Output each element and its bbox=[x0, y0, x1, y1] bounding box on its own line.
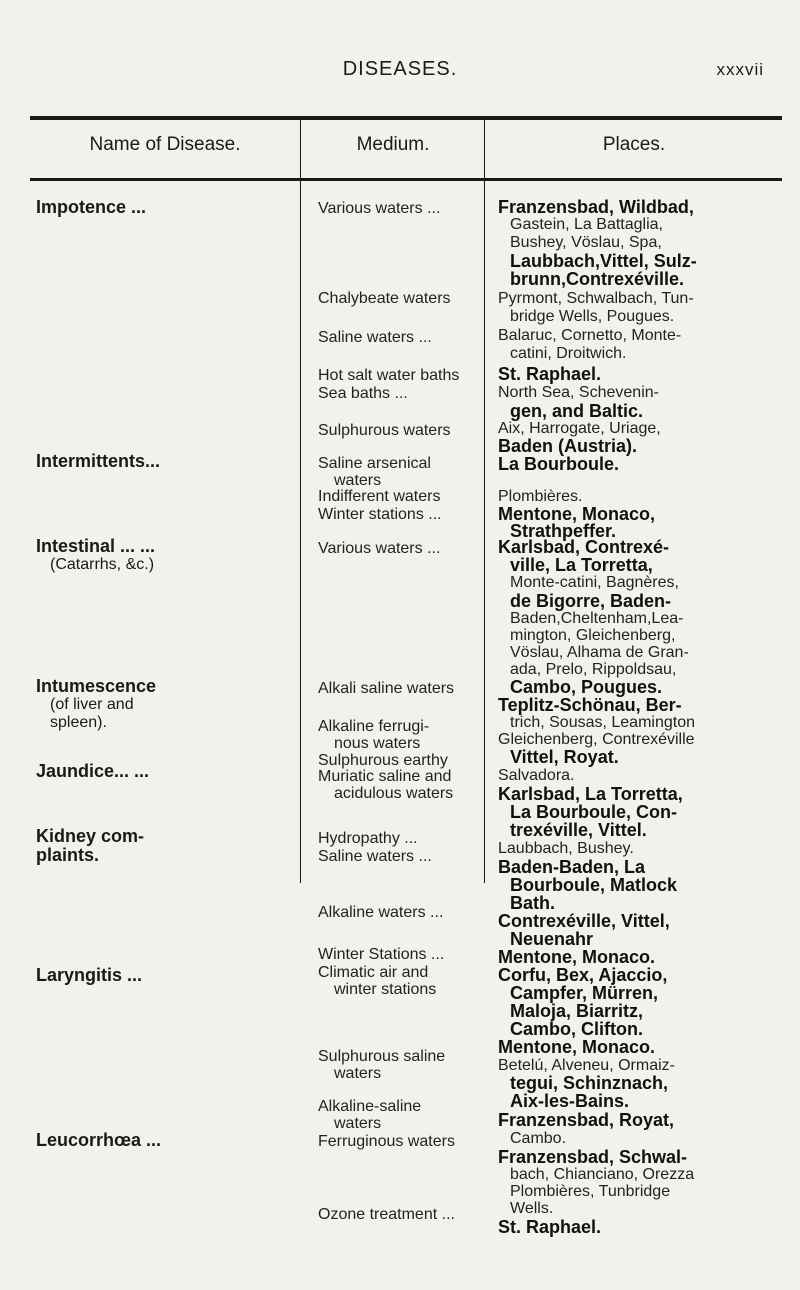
places-entry: de Bigorre, Baden- bbox=[510, 591, 672, 611]
places-entry: Gastein, La Battaglia, bbox=[510, 216, 663, 233]
places-entry: Aix-les-Bains. bbox=[510, 1091, 630, 1111]
disease-intumescence-note: (of liver and bbox=[50, 696, 134, 713]
medium-entry: Sulphurous saline bbox=[318, 1048, 446, 1065]
disease-intumescence: Intumescence bbox=[36, 676, 157, 696]
medium-entry: winter stations bbox=[334, 981, 437, 998]
medium-entry: Chalybeate waters bbox=[318, 290, 451, 307]
places-entry: La Bourboule, Con- bbox=[510, 802, 677, 822]
disease-jaundice: Jaundice... ... bbox=[36, 761, 150, 781]
places-entry: Cambo, Clifton. bbox=[510, 1019, 643, 1039]
medium-entry: Saline waters ... bbox=[318, 329, 432, 346]
places-entry: Bushey, Vöslau, Spa, bbox=[510, 234, 662, 251]
places-entry: Vittel, Royat. bbox=[510, 747, 619, 767]
medium-entry: Hydropathy ... bbox=[318, 830, 418, 847]
places-entry: Cambo. bbox=[510, 1130, 567, 1147]
medium-entry: Indifferent waters bbox=[318, 488, 441, 505]
places-entry: Mentone, Monaco. bbox=[498, 947, 655, 967]
places-entry: catini, Droitwich. bbox=[510, 345, 627, 362]
disease-intermittents: Intermittents... bbox=[36, 451, 161, 471]
places-entry: trexéville, Vittel. bbox=[510, 820, 647, 840]
places-entry: Bath. bbox=[510, 893, 555, 913]
medium-entry: Saline waters ... bbox=[318, 848, 432, 865]
places-entry: Gleichenberg, Contrexéville bbox=[498, 731, 695, 748]
medium-entry: Sea baths ... bbox=[318, 385, 408, 402]
page-header-title: DISEASES. bbox=[342, 58, 458, 80]
column-divider-1 bbox=[300, 118, 301, 883]
medium-entry: Ozone treatment ... bbox=[318, 1206, 455, 1223]
disease-kidney-complaints: plaints. bbox=[36, 845, 100, 865]
places-entry: trich, Sousas, Leamington bbox=[510, 714, 695, 731]
places-entry: Campfer, Mürren, bbox=[510, 983, 659, 1003]
places-entry: North Sea, Schevenin- bbox=[498, 384, 659, 401]
places-entry: Betelú, Alveneu, Ormaiz- bbox=[498, 1057, 675, 1074]
places-entry: Strathpeffer. bbox=[510, 521, 617, 541]
places-entry: Laubbach, Bushey. bbox=[498, 840, 634, 857]
places-entry: Monte-catini, Bagnères, bbox=[510, 574, 679, 591]
places-entry: Pyrmont, Schwalbach, Tun- bbox=[498, 290, 694, 307]
page-number: xxxvii bbox=[716, 60, 764, 79]
medium-entry: Alkaline waters ... bbox=[318, 904, 444, 921]
places-entry: Franzensbad, Wildbad, bbox=[498, 197, 694, 217]
places-entry: Maloja, Biarritz, bbox=[510, 1001, 644, 1021]
places-entry: Vöslau, Alhama de Gran- bbox=[510, 644, 689, 661]
column-divider-2 bbox=[484, 118, 485, 883]
column-header-disease: Name of Disease. bbox=[89, 134, 241, 155]
places-entry: Corfu, Bex, Ajaccio, bbox=[498, 965, 668, 985]
places-entry: Contrexéville, Vittel, bbox=[498, 911, 670, 931]
column-header-medium: Medium. bbox=[356, 134, 430, 155]
places-entry: Plombières. bbox=[498, 488, 583, 505]
medium-entry: Various waters ... bbox=[318, 540, 441, 557]
medium-entry: Saline arsenical bbox=[318, 455, 431, 472]
places-entry: tegui, Schinznach, bbox=[510, 1073, 669, 1093]
places-entry: gen, and Baltic. bbox=[510, 401, 644, 421]
medium-entry: Muriatic saline and bbox=[318, 768, 452, 785]
places-entry: La Bourboule. bbox=[498, 454, 619, 474]
disease-intumescence-note: spleen). bbox=[50, 714, 107, 731]
places-entry: ville, La Torretta, bbox=[510, 555, 653, 575]
places-entry: bridge Wells, Pougues. bbox=[510, 308, 675, 325]
places-entry: Balaruc, Cornetto, Monte- bbox=[498, 327, 682, 344]
medium-entry: Various waters ... bbox=[318, 200, 441, 217]
medium-entry: Sulphurous waters bbox=[318, 422, 451, 439]
places-entry: brunn,Contrexéville. bbox=[510, 269, 685, 289]
places-entry: Baden-Baden, La bbox=[498, 857, 646, 877]
places-entry: Wells. bbox=[510, 1200, 554, 1217]
disease-laryngitis: Laryngitis ... bbox=[36, 965, 143, 985]
places-entry: Bourboule, Matlock bbox=[510, 875, 678, 895]
places-entry: Baden,Cheltenham,Lea- bbox=[510, 610, 684, 627]
disease-kidney-complaints: Kidney com- bbox=[36, 826, 145, 846]
medium-entry: Winter Stations ... bbox=[318, 946, 445, 963]
places-entry: Mentone, Monaco. bbox=[498, 1037, 655, 1057]
places-entry: Aix, Harrogate, Uriage, bbox=[498, 420, 661, 437]
places-entry: Plombières, Tunbridge bbox=[510, 1183, 671, 1200]
places-entry: Baden (Austria). bbox=[498, 436, 638, 456]
disease-intestinal-note: (Catarrhs, &c.) bbox=[50, 556, 155, 573]
places-entry: Mentone, Monaco, bbox=[498, 504, 655, 524]
medium-entry: waters bbox=[334, 1115, 382, 1132]
top-rule bbox=[30, 116, 782, 120]
places-entry: Karlsbad, La Torretta, bbox=[498, 784, 683, 804]
places-entry: Franzensbad, Schwal- bbox=[498, 1147, 688, 1167]
places-entry: Cambo, Pougues. bbox=[510, 677, 663, 697]
places-entry: Neuenahr bbox=[510, 929, 594, 949]
places-entry: bach, Chianciano, Orezza bbox=[510, 1166, 695, 1183]
places-entry: Teplitz-Schönau, Ber- bbox=[498, 695, 682, 715]
places-entry: St. Raphael. bbox=[498, 1217, 602, 1237]
header-bottom-rule bbox=[30, 178, 782, 181]
medium-entry: Climatic air and bbox=[318, 964, 429, 981]
medium-entry: waters bbox=[334, 1065, 382, 1082]
medium-entry: Alkaline ferrugi- bbox=[318, 718, 430, 735]
places-entry: ada, Prelo, Rippoldsau, bbox=[510, 661, 677, 678]
disease-leucorrhoea: Leucorrhœa ... bbox=[36, 1130, 162, 1150]
disease-impotence: Impotence ... bbox=[36, 197, 147, 217]
places-entry: mington, Gleichenberg, bbox=[510, 627, 676, 644]
places-entry: Laubbach,Vittel, Sulz- bbox=[510, 251, 697, 271]
medium-entry: Winter stations ... bbox=[318, 506, 442, 523]
medium-entry: nous waters bbox=[334, 735, 421, 752]
medium-entry: Hot salt water baths bbox=[318, 367, 460, 384]
places-entry: St. Raphael. bbox=[498, 364, 602, 384]
medium-entry: Alkaline-saline bbox=[318, 1098, 422, 1115]
places-entry: Franzensbad, Royat, bbox=[498, 1110, 675, 1130]
medium-entry: waters bbox=[334, 472, 382, 489]
places-entry: Salvadora. bbox=[498, 767, 575, 784]
disease-intestinal: Intestinal ... ... bbox=[36, 536, 156, 556]
medium-entry: acidulous waters bbox=[334, 785, 454, 802]
medium-entry: Alkali saline waters bbox=[318, 680, 455, 697]
medium-entry: Ferruginous waters bbox=[318, 1133, 455, 1150]
column-header-places: Places. bbox=[602, 134, 666, 155]
places-entry: Karlsbad, Contrexé- bbox=[498, 537, 670, 557]
medium-entry: Sulphurous earthy bbox=[318, 752, 448, 769]
